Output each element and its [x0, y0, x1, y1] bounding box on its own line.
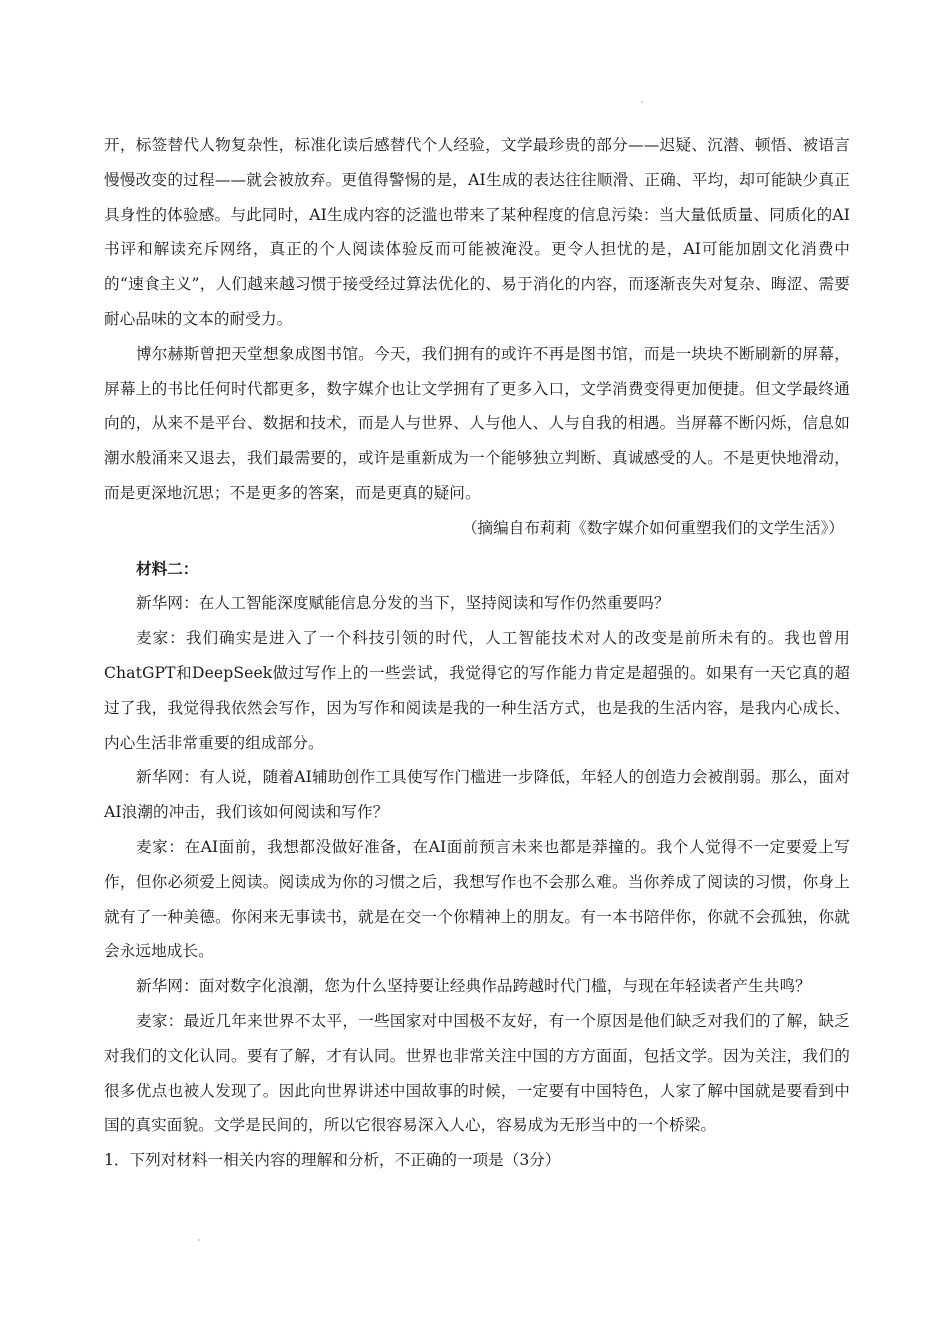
scan-speck — [641, 101, 643, 103]
scan-speck — [198, 1239, 200, 1241]
document-page — [104, 128, 850, 1178]
material-two-heading: 材料二： — [136, 559, 199, 578]
material-one-paragraph-borges: 博尔赫斯曾把天堂想象成图书馆。今天，我们拥有的或许不再是图书馆，而是一块块不断刷新的屏幕，屏幕上的书比任何时代都更多，数字媒介也让文学拥有了更多入口，文学消费变得更加便捷。但文学最终通向的，从来不是平台、数据和技术，而是人与世界、人与他人、人与自我的相遇。当屏幕不断闪烁，信息如潮水般涌来又退去，我们最需要的，或许是重新成为一个能够独立判断、真诚感受的人。不是更快地滑动，而是更深地沉思；不是更多的答案，而是更真的疑问。 — [104, 344, 850, 502]
interview-question-1: 新华网：在人工智能深度赋能信息分发的当下，坚持阅读和写作仍然重要吗？ — [136, 594, 670, 613]
interview-answer-1: 麦家：我们确实是进入了一个科技引领的时代，人工智能技术对人的改变是前所未有的。我也曾用ChatGPT和DeepSeek做过写作上的一些尝试，我觉得它的写作能力肯定是超强的。如果有一天它真的超过了我，我觉得我依然会写作，因为写作和阅读是我的一种生活方式，也是我的生活内容，是我内心成长、内心生活非常重要的组成部分。 — [104, 629, 850, 752]
exam-question-1: 1．下列对材料一相关内容的理解和分析，不正确的一项是（3分） — [104, 1151, 561, 1170]
interview-answer-2: 麦家：在AI面前，我想都没做好准备，在AI面前预言未来也都是莽撞的。我个人觉得不一定要爱上写作，但你必须爱上阅读。阅读成为你的习惯之后，我想写作也不会那么难。当你养成了阅读的习惯，你身上就有了一种美德。你闲来无事读书，就是在交一个你精神上的朋友。有一本书陪伴你，你就不会孤独，你就会永远地成长。 — [104, 837, 850, 961]
interview-question-3: 新华网：面对数字化浪潮，您为什么坚持要让经典作品跨越时代门槛，与现在年轻读者产生共鸣？ — [136, 977, 811, 996]
interview-question-2: 新华网：有人说，随着AI辅助创作工具使写作门槛进一步降低，年轻人的创造力会被削弱。那么，面对AI浪潮的冲击，我们该如何阅读和写作？ — [104, 768, 850, 822]
source-citation: （摘编自布莉莉《数字媒介如何重塑我们的文学生活》） — [461, 518, 844, 537]
material-one-paragraph-continued: 开，标签替代人物复杂性，标准化读后感替代个人经验，文学最珍贵的部分——迟疑、沉潜、顿悟、被语言慢慢改变的过程——就会被放弃。更值得警惕的是，AI生成的表达往往顺滑、正确、平均，却可能缺少真正具身性的体验感。与此同时，AI生成内容的泛滥也带来了某种程度的信息污染：当大量低质量、同质化的AI书评和解读充斥网络，真正的个人阅读体验反而可能被淹没。更令人担忧的是，AI可能加剧文化消费中的“速食主义”，人们越来越习惯于接受经过算法优化的、易于消化的内容，而逐渐丧失对复杂、晦涩、需要耐心品味的文本的耐受力。 — [104, 136, 850, 328]
interview-answer-3: 麦家：最近几年来世界不太平，一些国家对中国极不友好，有一个原因是他们缺乏对我们的了解，缺乏对我们的文化认同。要有了解，才有认同。世界也非常关注中国的方方面面，包括文学。因为关注，我们的很多优点也被人发现了。因此向世界讲述中国故事的时候，一定要有中国特色，人家了解中国就是要看到中国的真实面貌。文学是民间的，所以它很容易深入人心，容易成为无形当中的一个桥梁。 — [104, 1011, 850, 1135]
